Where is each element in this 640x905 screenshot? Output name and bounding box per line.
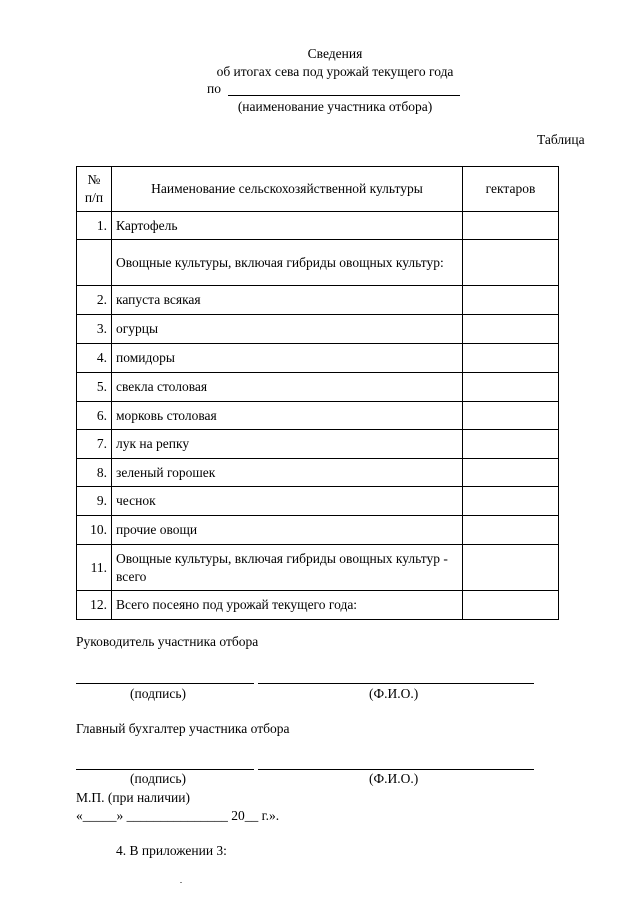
hectares-cell[interactable]: [463, 516, 559, 545]
accountant-signature-hint: (подпись): [130, 771, 187, 786]
row-name: прочие овощи: [112, 516, 463, 545]
hectares-cell[interactable]: [463, 402, 559, 430]
accountant-fio-hint: (Ф.И.О.): [369, 771, 419, 786]
date-line: «_____» _______________ 20__ г.».: [76, 808, 280, 823]
row-name: огурцы: [112, 315, 463, 344]
row-name: лук на репку: [112, 430, 463, 459]
row-name: капуста всякая: [112, 286, 463, 315]
hectares-cell[interactable]: [463, 315, 559, 344]
head-signature-hint: (подпись): [130, 686, 187, 701]
header-num: № п/п: [77, 167, 112, 212]
header-hectares: гектаров: [463, 167, 559, 212]
table-row: [77, 545, 559, 591]
hectares-cell[interactable]: [463, 545, 559, 591]
hectares-cell[interactable]: [463, 373, 559, 402]
row-num: 4.: [77, 344, 112, 373]
table-header-row: [77, 167, 559, 212]
head-fio-hint: (Ф.И.О.): [369, 686, 419, 701]
hectares-cell[interactable]: [463, 286, 559, 315]
hectares-cell[interactable]: [463, 240, 559, 286]
table-row: [77, 373, 559, 402]
row-num: 7.: [77, 430, 112, 459]
participant-name-field[interactable]: [228, 95, 460, 96]
hectares-cell[interactable]: [463, 487, 559, 516]
table-row: [77, 516, 559, 545]
row-name: чеснок: [112, 487, 463, 516]
head-label: Руководитель участника отбора: [76, 634, 259, 649]
hectares-cell[interactable]: [463, 459, 559, 487]
table-row: [77, 591, 559, 620]
table-row: [77, 315, 559, 344]
row-name: Овощные культуры, включая гибриды овощных культур:: [112, 240, 463, 286]
table-row: [77, 212, 559, 240]
stamp-label: М.П. (при наличии): [76, 790, 190, 805]
table-row: [77, 487, 559, 516]
participant-name-hint: (наименование участника отбора): [237, 99, 433, 114]
row-num: [77, 240, 112, 286]
row-name: свекла столовая: [112, 373, 463, 402]
scan-speck: [180, 882, 182, 883]
head-fio-line[interactable]: [258, 683, 534, 684]
table-row: [77, 459, 559, 487]
hectares-cell[interactable]: [463, 344, 559, 373]
row-num: 3.: [77, 315, 112, 344]
hectares-cell[interactable]: [463, 430, 559, 459]
table-label: Таблица: [537, 132, 585, 147]
row-num: 8.: [77, 459, 112, 487]
row-num: 6.: [77, 402, 112, 430]
by-prefix: по: [207, 81, 221, 96]
accountant-signature-line[interactable]: [76, 769, 254, 770]
accountant-label: Главный бухгалтер участника отбора: [76, 721, 290, 736]
hectares-cell[interactable]: [463, 591, 559, 620]
hectares-cell[interactable]: [463, 212, 559, 240]
row-num: 1.: [77, 212, 112, 240]
row-num: 9.: [77, 487, 112, 516]
document-subtitle: об итогах сева под урожай текущего года: [216, 64, 454, 79]
table-row: [77, 430, 559, 459]
crops-table: [76, 166, 559, 620]
row-num: 5.: [77, 373, 112, 402]
row-num: 11.: [77, 545, 112, 591]
head-signature-line[interactable]: [76, 683, 254, 684]
row-name: зеленый горошек: [112, 459, 463, 487]
document-title: Сведения: [307, 46, 363, 61]
table-row: [77, 240, 559, 286]
accountant-fio-line[interactable]: [258, 769, 534, 770]
row-name: Картофель: [112, 212, 463, 240]
row-name: Всего посеяно под урожай текущего года:: [112, 591, 463, 620]
header-name: Наименование сельскохозяйственной культуры: [112, 167, 463, 212]
table-row: [77, 344, 559, 373]
table-row: [77, 402, 559, 430]
row-name: помидоры: [112, 344, 463, 373]
row-num: 2.: [77, 286, 112, 315]
row-name: морковь столовая: [112, 402, 463, 430]
row-name: Овощные культуры, включая гибриды овощных культур - всего: [112, 545, 463, 591]
row-num: 12.: [77, 591, 112, 620]
row-num: 10.: [77, 516, 112, 545]
table-row: [77, 286, 559, 315]
next-item: 4. В приложении 3:: [116, 843, 227, 858]
